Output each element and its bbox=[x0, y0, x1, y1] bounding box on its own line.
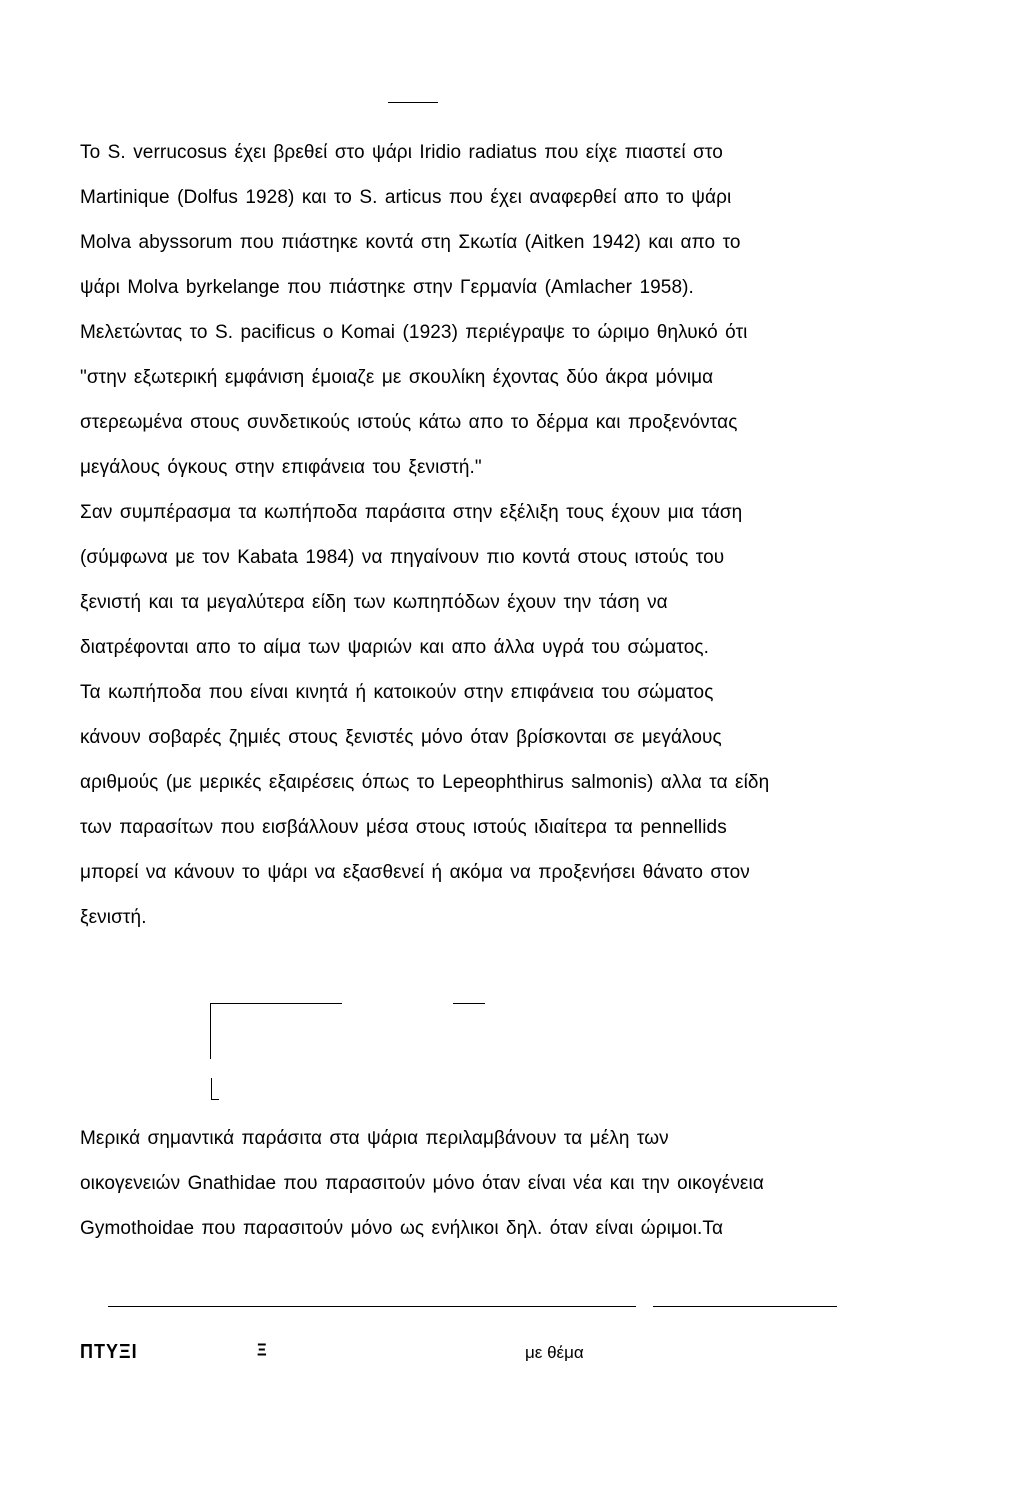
crop-mark-l-foot bbox=[211, 1099, 219, 1100]
text-line: των παρασίτων που εισβάλλουν μέσα στους ιστούς ιδιαίτερα τα pennellids bbox=[80, 817, 727, 838]
crop-mark-top-right bbox=[453, 1003, 485, 1004]
text-line: ξενιστή και τα μεγαλύτερα είδη των κωπηπόδων έχουν την τάση να bbox=[80, 592, 668, 613]
text-line: ξενιστή. bbox=[80, 907, 147, 928]
text-line: (σύμφωνα με τον Kabata 1984) να πηγαίνουν πιο κοντά στους ιστούς του bbox=[80, 547, 725, 568]
text-line: Molva abyssorum που πιάστηκε κοντά στη Σκωτία (Aitken 1942) και απο το bbox=[80, 232, 741, 253]
text-line: Σαν συμπέρασμα τα κωπήποδα παράσιτα στην εξέλιξη τους έχουν μια τάση bbox=[80, 502, 743, 523]
text-line: στερεωμένα στους συνδετικούς ιστούς κάτω απο το δέρμα και προξενόντας bbox=[80, 412, 738, 433]
text-line: Το S. verrucosus έχει βρεθεί στο ψάρι Iridio radiatus που είχε πιαστεί στο bbox=[80, 142, 723, 163]
text-line: Μερικά σημαντικά παράσιτα στα ψάρια περιλαμβάνουν τα μέλη των bbox=[80, 1128, 669, 1149]
text-line: διατρέφονται απο το αίμα των ψαριών και απο άλλα υγρά του σώματος. bbox=[80, 637, 710, 658]
footer-mark: Ξ bbox=[257, 1340, 268, 1361]
text-line: κάνουν σοβαρές ζημιές στους ξενιστές μόνο όταν βρίσκονται σε μεγάλους bbox=[80, 727, 722, 748]
text-line: μεγάλους όγκους στην επιφάνεια του ξενιστή." bbox=[80, 457, 482, 478]
text-line: Μελετώντας το S. pacificus ο Komai (1923) περιέγραψε το ώριμο θηλυκό ότι bbox=[80, 322, 748, 343]
text-line: αριθμούς (με μερικές εξαιρέσεις όπως το Lepeophthirus salmonis) αλλα τα είδη bbox=[80, 772, 770, 793]
bottom-rule-left bbox=[108, 1306, 636, 1307]
bottom-rule-right bbox=[653, 1306, 837, 1307]
text-line: Martinique (Dolfus 1928) και το S. articus που έχει αναφερθεί απο το ψάρι bbox=[80, 187, 732, 208]
text-line: ψάρι Molva byrkelange που πιάστηκε στην Γερμανία (Amlacher 1958). bbox=[80, 277, 694, 298]
text-line: "στην εξωτερική εμφάνιση έμοιαζε με σκουλίκη έχοντας δύο άκρα μόνιμα bbox=[80, 367, 714, 388]
text-line: μπορεί να κάνουν το ψάρι να εξασθενεί ή ακόμα να προξενήσει θάνατο στον bbox=[80, 862, 750, 883]
top-rule bbox=[388, 102, 438, 103]
footer-code: ΠΤΥΞΙ bbox=[80, 1339, 138, 1363]
text-line: Gymothoidae που παρασιτούν μόνο ως ενήλικοι δηλ. όταν είναι ώριμοι.Τα bbox=[80, 1218, 724, 1239]
footer-note: με θέμα bbox=[525, 1343, 584, 1362]
text-line: οικογενειών Gnathidae που παρασιτούν μόνο όταν είναι νέα και την οικογένεια bbox=[80, 1173, 764, 1194]
crop-mark-l-vert bbox=[211, 1078, 212, 1100]
text-line: Τα κωπήποδα που είναι κινητά ή κατοικούν στην επιφάνεια του σώματος bbox=[80, 682, 714, 703]
crop-mark-top bbox=[210, 1003, 342, 1004]
crop-mark-left bbox=[210, 1003, 211, 1059]
